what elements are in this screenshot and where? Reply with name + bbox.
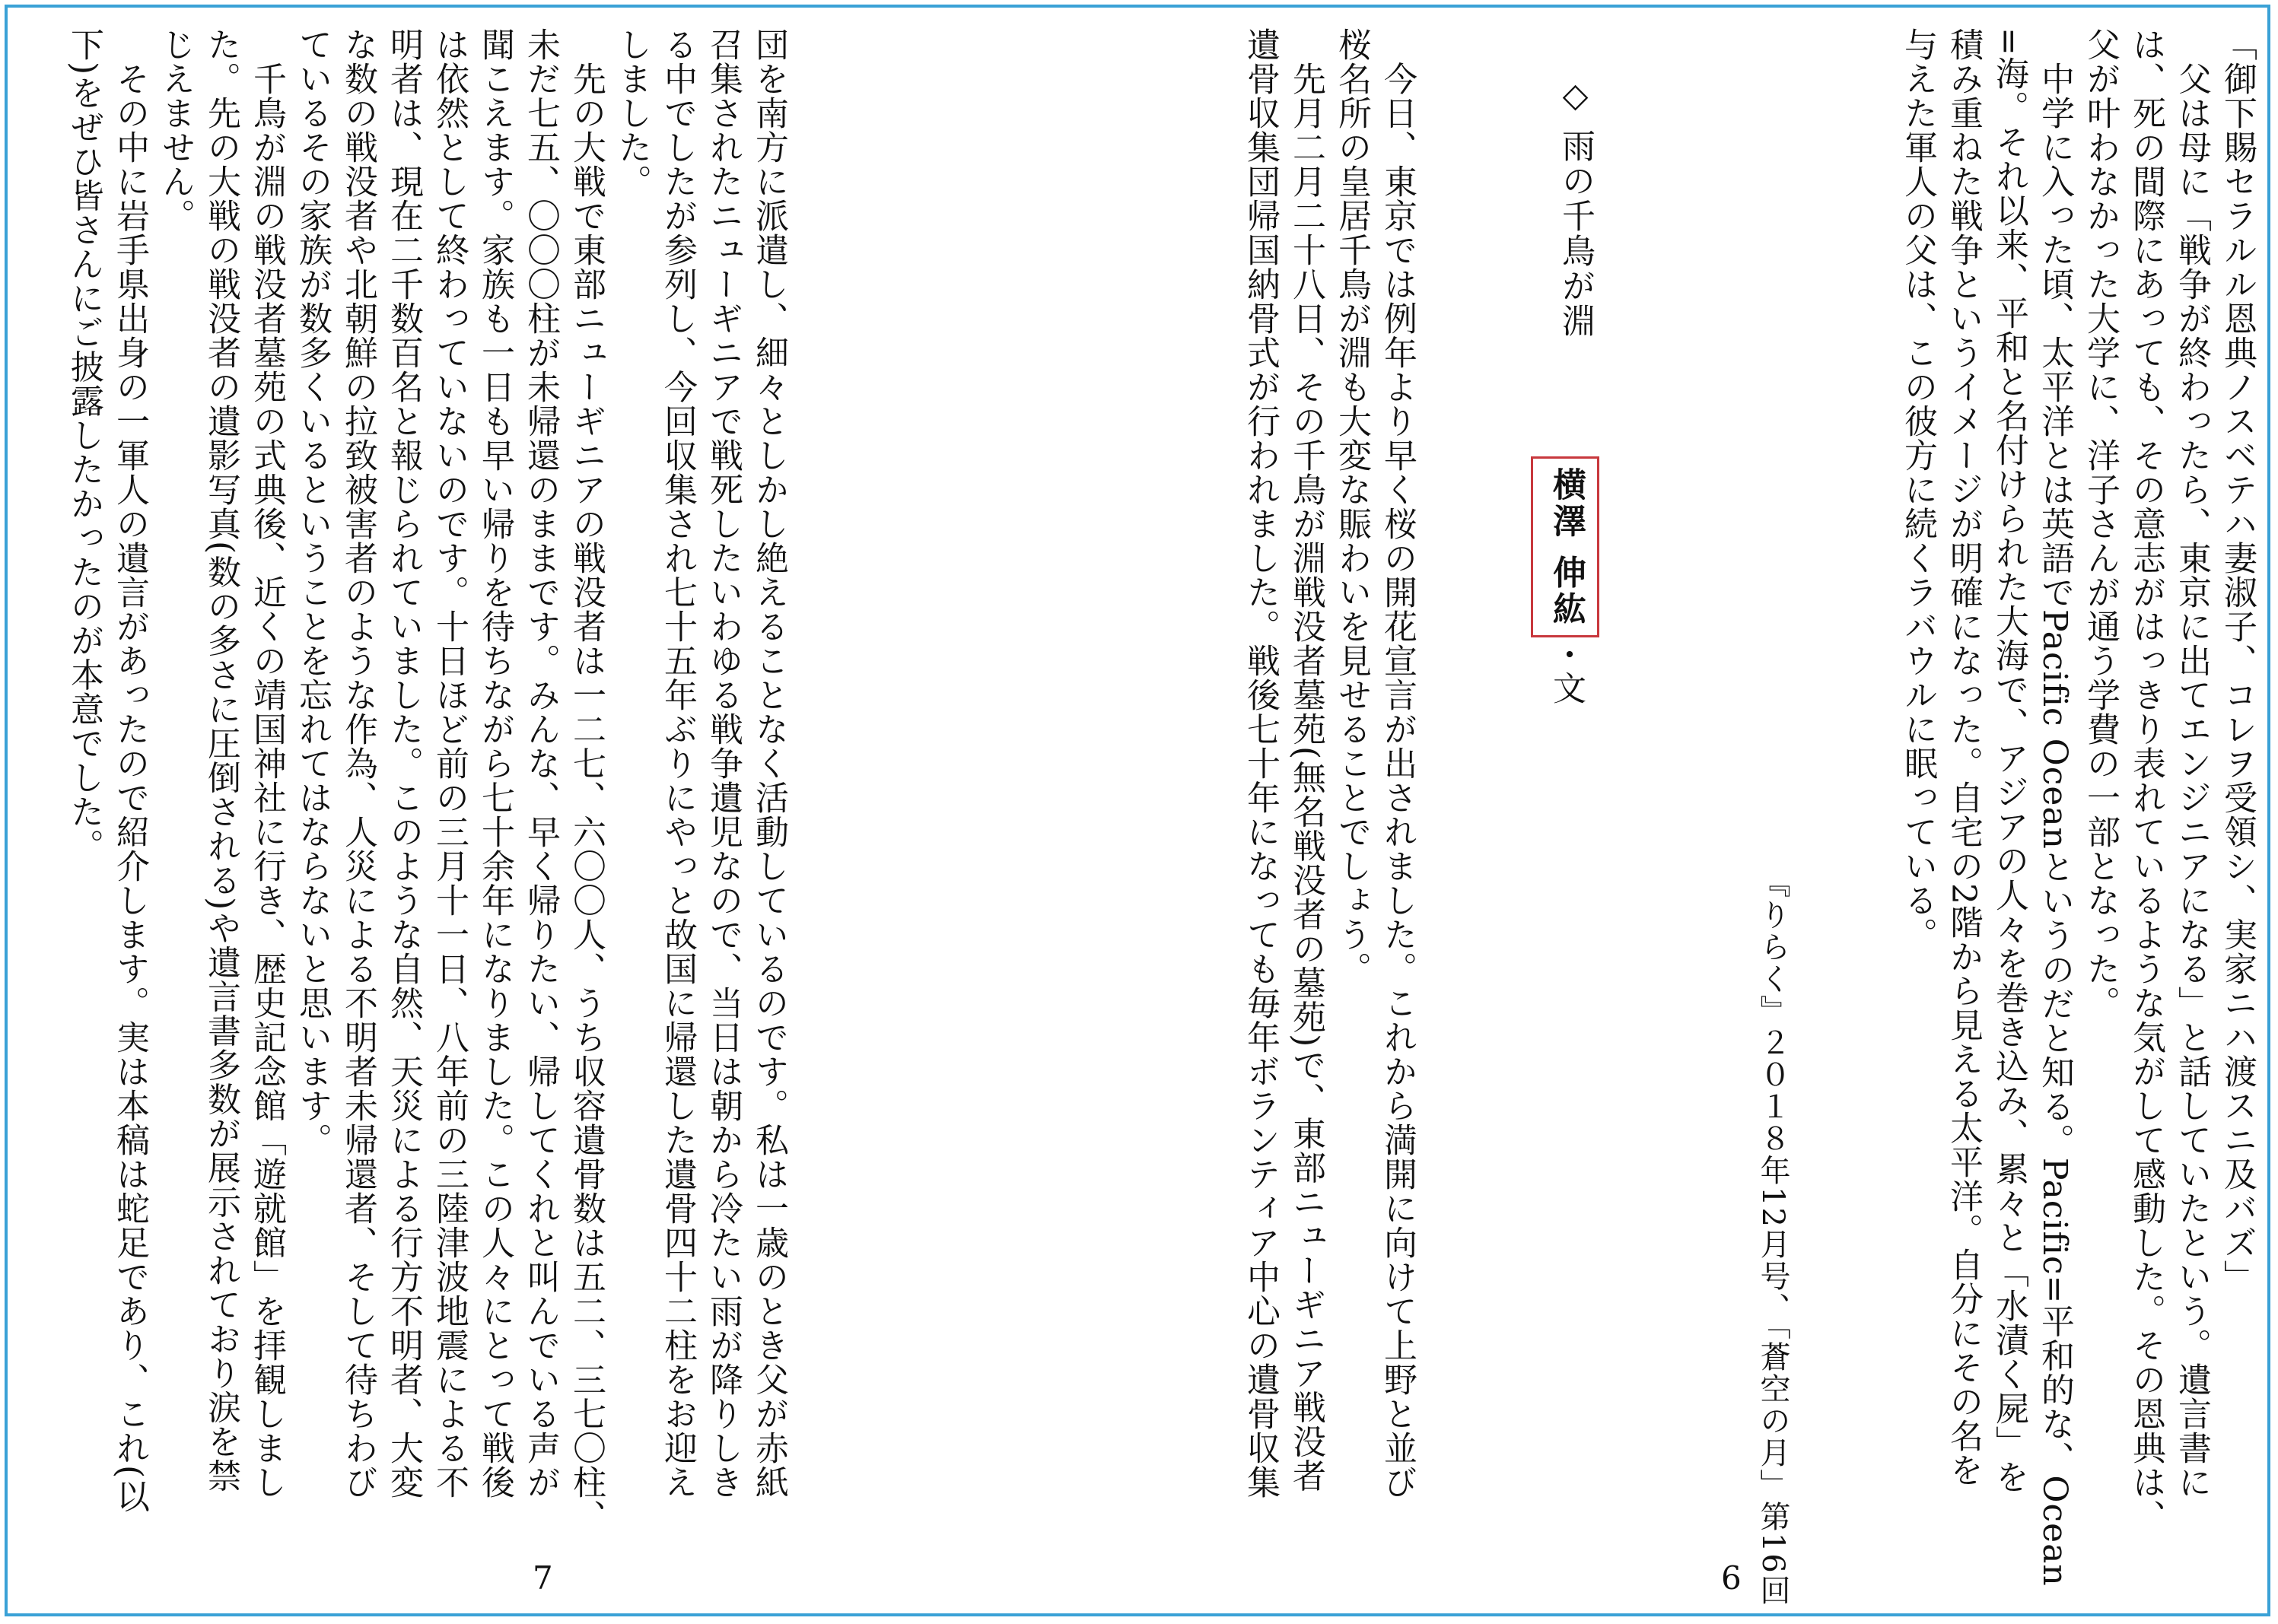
text-line: 与えた軍人の父は、この彼方に続くラバウルに眠っている。 xyxy=(1898,27,1937,952)
text-line: 未だ七五、〇〇〇柱が未帰還のままです。みんな、早く帰りたい、帰してくれと叫んでいる声が xyxy=(521,27,560,1499)
text-line: =海。それ以来、平和と名付けられた大海で、アジアの人々を巻き込み、累々と「水漬く屍」を xyxy=(1990,27,2028,1494)
text-line: は依然として終わっていないのです。十日ほど前の三月十一日、八年前の三陸津波地震による不 xyxy=(430,27,469,1499)
body-paragraph xyxy=(61,27,791,1533)
author-name: 横澤 伸紘 xyxy=(1547,467,1586,628)
text-line: 父は母に「戦争が終わったら、東京に出てエンジニアになる」と話していたという。遺言書に xyxy=(2172,27,2211,1499)
text-line: た。先の大戦の戦没者の遺影写真(数の多さに圧倒される)や遺言書多数が展示されており涙を禁 xyxy=(202,27,240,1493)
body-paragraph xyxy=(1237,27,1420,1499)
text-line: 積み重ねた戦争というイメージが明確になった。自宅の2階から見える太平洋。自分にその名を xyxy=(1944,27,1983,1487)
text-line: 聞こえます。家族も一日も早い帰りを待ちながら七十余年になりました。この人々にとって戦後 xyxy=(476,27,514,1499)
text-line: 父が叶わなかった大学に、洋子さんが通う学費の一部となった。 xyxy=(2081,27,2120,1020)
text-line: 「御下賜セラルル恩典ノスベテハ妻淑子、コレヲ受領シ、実家ニハ渡スニ及バズ」 xyxy=(2218,27,2257,1294)
text-line: 先月二月二十八日、その千鳥が淵戦没者墓苑(無名戦没者の墓苑)で、東部ニューギニア戦没者 xyxy=(1287,27,1325,1493)
text-line: 千鳥が淵の戦没者墓苑の式典後、近くの靖国神社に行き、歴史記念館「遊就館」を拝観しまし xyxy=(247,27,286,1499)
text-line: 召集されたニューギニアで戦死したいわゆる戦争遺児なので、当日は朝から冷たい雨が降りしき xyxy=(704,27,743,1499)
text-line: しました。 xyxy=(612,27,651,199)
text-line: 桜名所の皇居千鳥が淵も大変な賑わいを見せることでしょう。 xyxy=(1332,27,1371,986)
text-line: 先の大戦で東部ニューギニアの戦没者は一二七、六〇〇人、うち収容遺骨数は五二、三七〇柱、 xyxy=(567,27,606,1533)
text-line: 今日、東京では例年より早く桜の開花宣言が出されました。これから満開に向けて上野と並び xyxy=(1378,27,1417,1499)
text-line: な数の戦没者や北朝鮮の拉致被害者のような作為、人災による不明者未帰還者、そして待ちわび xyxy=(339,27,377,1499)
text-line: 団を南方に派遣し、細々としかし絶えることなく活動しているのです。私は一歳のとき父が赤紙 xyxy=(749,27,788,1499)
quote-paragraph xyxy=(1895,27,2260,1587)
page-number: 6 xyxy=(1721,1559,1742,1597)
article-title: ◇ 雨の千鳥が淵 xyxy=(1556,76,1595,338)
text-line: 遺骨収集団帰国納骨式が行われました。戦後七十年になっても毎年ボランティア中心の遺骨収集 xyxy=(1241,27,1280,1499)
text-line: じえません。 xyxy=(156,27,195,233)
author-suffix: ・文 xyxy=(1547,637,1586,704)
citation: 『りらく』２０１８年12月号、「蒼空の月」第16回 xyxy=(1755,867,1790,1607)
text-line: 下)をぜひ皆さんにご披露したかったのが本意でした。 xyxy=(65,27,103,863)
text-line: ているその家族が数多くいるということを忘れてはならないと思います。 xyxy=(293,27,332,1157)
text-line: る中でしたが参列し、今回収集され七十五年ぶりにやっと故国に帰還した遺骨四十二柱をお迎え xyxy=(658,27,697,1499)
text-line: 明者は、現在二千数百名と報じられていました。このような自然、天災による行方不明者、大変 xyxy=(384,27,423,1499)
text-line: その中に岩手県出身の一軍人の遺言があったので紹介します。実は本稿は蛇足であり、これ(以 xyxy=(110,27,149,1514)
text-line: は、死の間際にあっても、その意志がはっきり表れているような気がして感動した。その恩典は、 xyxy=(2127,27,2165,1533)
page-number: 7 xyxy=(533,1559,553,1597)
text-line: 中学に入った頃、太平洋とは英語でPacific Oceanというのだと知る。Pacific=平和的な、Ocean xyxy=(2035,27,2074,1587)
